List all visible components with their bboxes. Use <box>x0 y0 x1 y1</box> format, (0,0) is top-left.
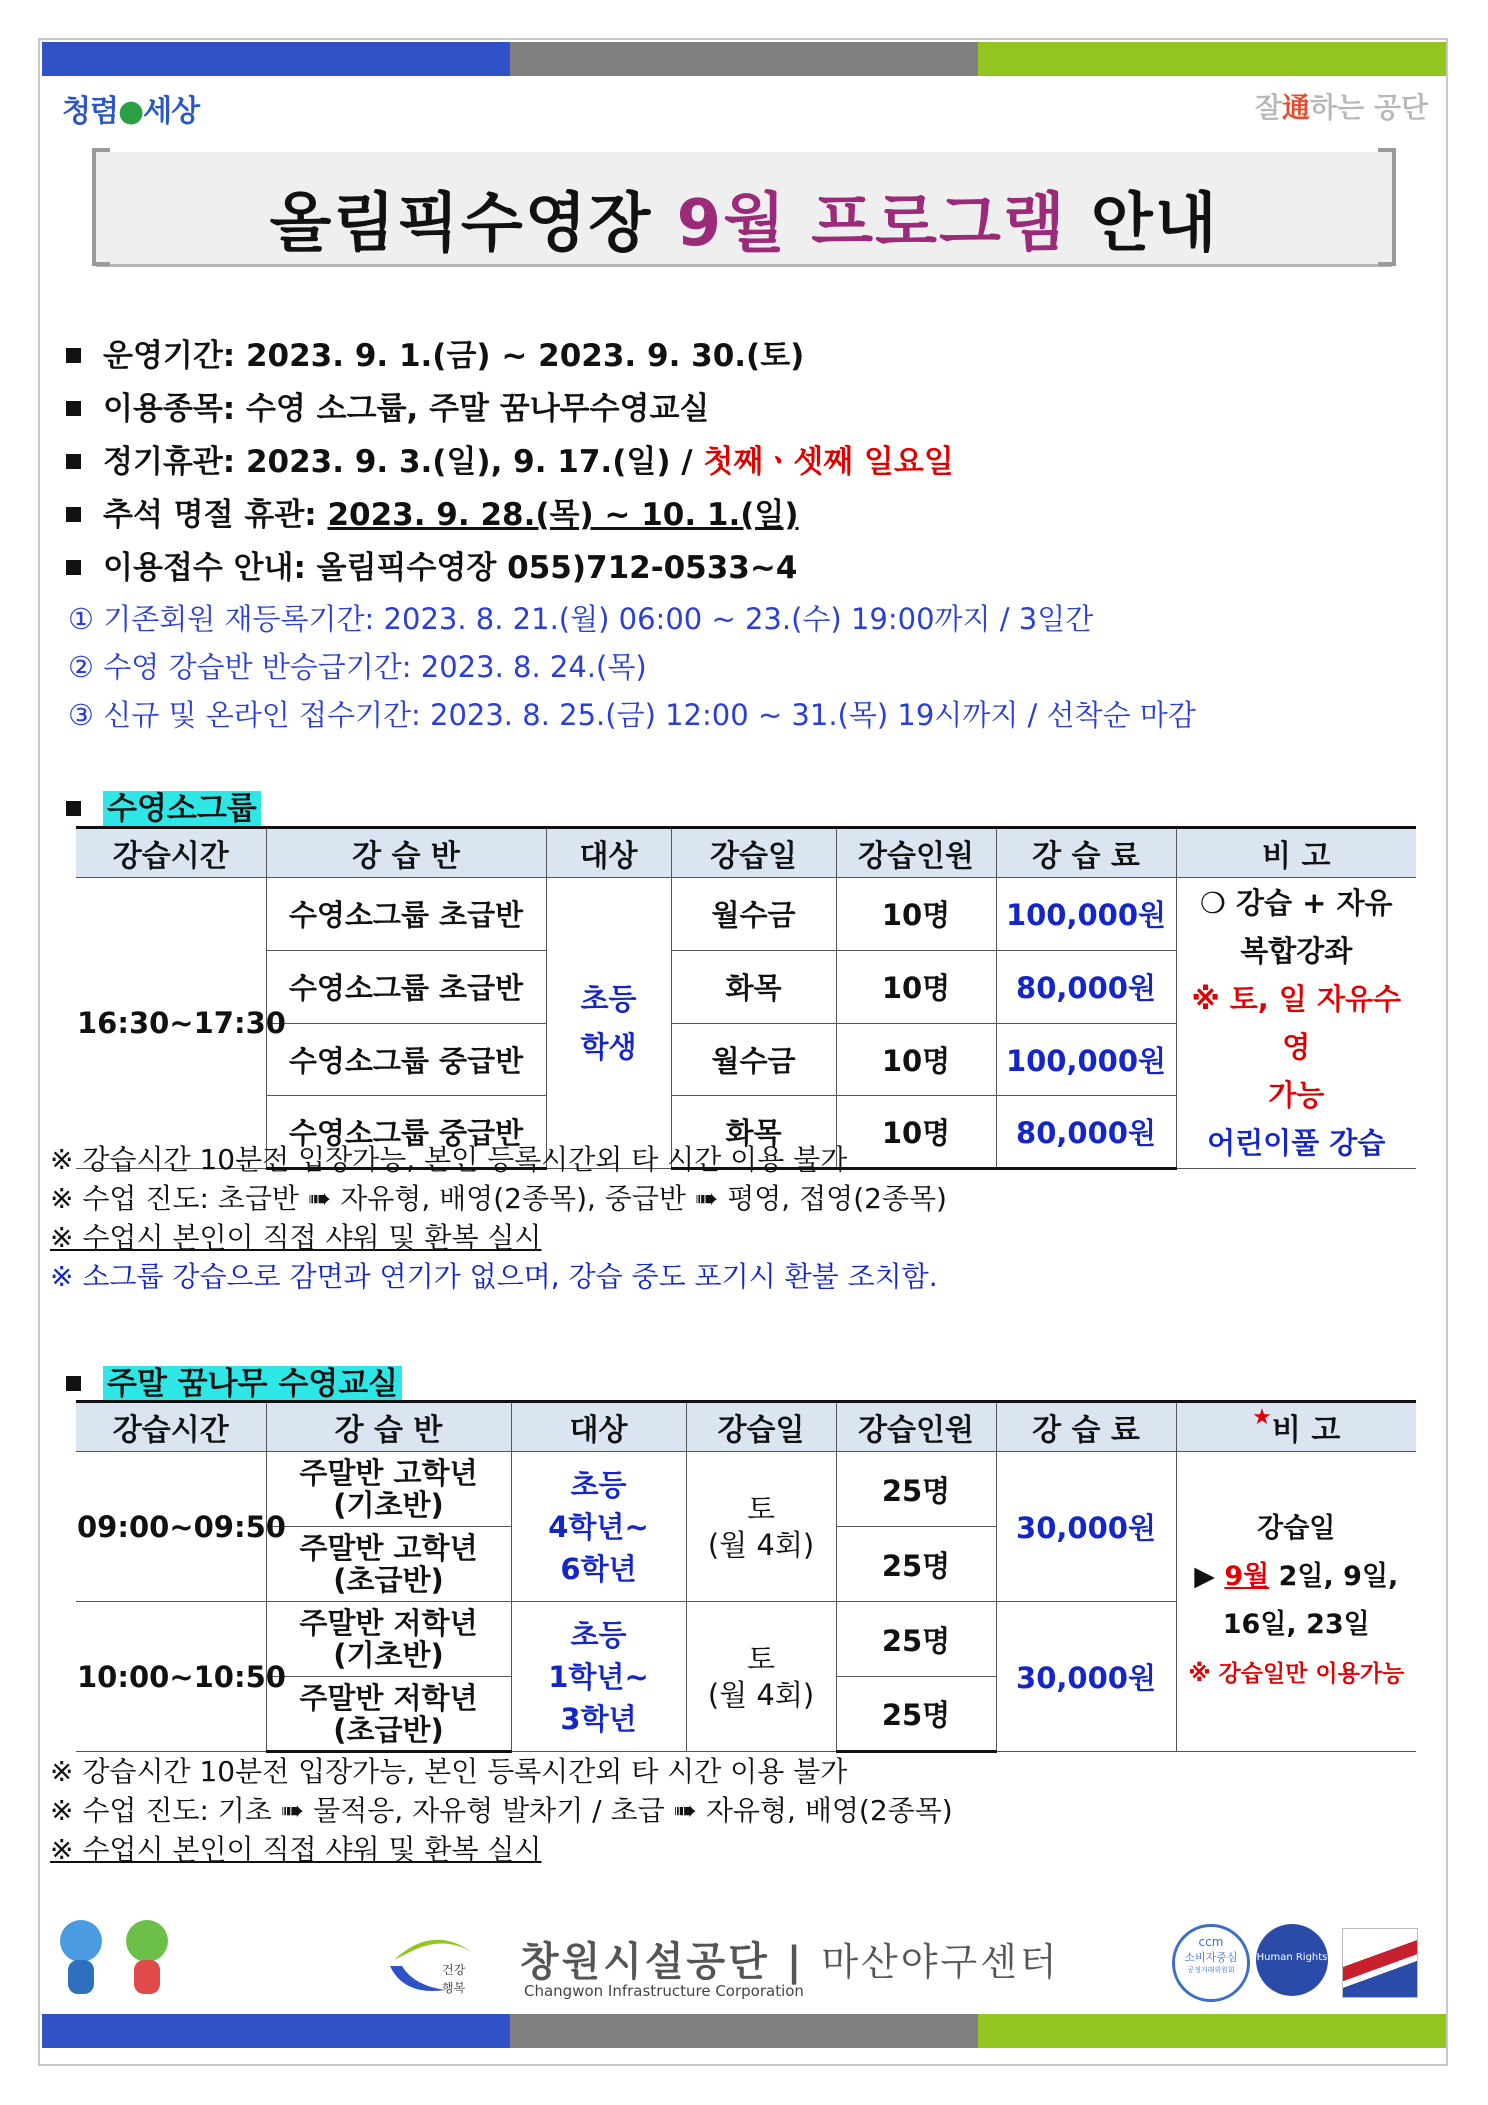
info-sub-new: ③ 신규 및 온라인 접수기간: 2023. 8. 25.(금) 12:00 ~ 31.(목) 19시까지 / 선착순 마감 <box>68 698 1196 732</box>
page-title: 올림픽수영장 9월 프로그램 안내 <box>269 187 1219 261</box>
class-time: 10:00~10:50 <box>76 1602 266 1752</box>
info-sub-renewal: ① 기존회원 재등록기간: 2023. 8. 21.(월) 06:00 ~ 23.(수) 19:00까지 / 3일간 <box>68 602 1094 636</box>
svg-text:건강: 건강 <box>442 1963 466 1977</box>
class-time: 16:30~17:30 <box>76 878 266 1169</box>
mascot-green-icon <box>122 1918 172 1998</box>
class-name: 주말반 저학년 (초급반) <box>266 1677 511 1752</box>
table-row <box>76 878 1416 951</box>
corp-name: 창원시설공단 | 마산야구센터 <box>520 1939 1060 1985</box>
class-fee: 30,000원 <box>996 1452 1176 1602</box>
bottom-color-bar <box>42 2014 1446 2048</box>
col-header: 대상 <box>546 828 671 878</box>
class-name: 수영소그룹 초급반 <box>266 950 546 1023</box>
class-target: 초등 4학년~ 6학년 <box>511 1452 686 1602</box>
class-capacity: 25명 <box>836 1527 996 1602</box>
footer <box>0 1918 1488 2008</box>
corp-english-name: Changwon Infrastructure Corporation <box>524 1982 804 2000</box>
col-header: 강습일 <box>671 828 836 878</box>
class-days: 월수금 <box>671 878 836 951</box>
class-capacity: 25명 <box>836 1677 996 1752</box>
col-header: 강습시간 <box>76 1402 266 1452</box>
class-capacity: 25명 <box>836 1602 996 1677</box>
class-capacity: 10명 <box>836 1096 996 1169</box>
clean-world-logo: 청렴●세상 <box>62 94 200 129</box>
class-name: 주말반 고학년 (기초반) <box>266 1452 511 1527</box>
class-name: 주말반 저학년 (기초반) <box>266 1602 511 1677</box>
note-line: ※ 수업 진도: 기초 ➠ 물적응, 자유형 발차기 / 초급 ➠ 자유형, 배영(2종목) <box>50 1794 953 1827</box>
table-header-row <box>76 1402 1416 1452</box>
class-days: 화목 <box>671 950 836 1023</box>
class-capacity: 10명 <box>836 1023 996 1096</box>
class-note: ❍ 강습 + 자유 복합강좌 ※ 토, 일 자유수영 가능 어린이풀 강습 <box>1176 878 1416 1169</box>
col-header: 강 습 료 <box>996 1402 1176 1452</box>
class-target: 초등 1학년~ 3학년 <box>511 1602 686 1752</box>
weekend-notes <box>50 1752 953 1869</box>
svg-text:행복: 행복 <box>442 1981 466 1995</box>
group-section-title: 수영소그룹 <box>60 783 261 828</box>
note-line: ※ 강습시간 10분전 입장가능, 본인 등록시간외 타 시간 이용 불가 <box>50 1755 848 1788</box>
class-days: 월수금 <box>671 1023 836 1096</box>
info-program: 이용종목: 수영 소그룹, 주말 꿈나무수영교실 <box>60 383 1440 436</box>
mascot-blue-icon <box>56 1918 106 1998</box>
class-name: 주말반 고학년 (초급반) <box>266 1527 511 1602</box>
certification-mark-icon <box>1342 1928 1418 1998</box>
info-sub-promotion: ② 수영 강습반 반승급기간: 2023. 8. 24.(목) <box>68 650 647 684</box>
weekend-table <box>76 1400 1416 1753</box>
table-row <box>76 1452 1416 1527</box>
info-contact: 이용접수 안내: 올림픽수영장 055)712-0533~4 <box>60 542 1440 595</box>
weekend-section-title: 주말 꿈나무 수영교실 <box>60 1358 402 1403</box>
col-header: 강습인원 <box>836 828 996 878</box>
human-rights-badge-icon: Human Rights <box>1256 1924 1328 1996</box>
col-header: 대상 <box>511 1402 686 1452</box>
col-header: 강습인원 <box>836 1402 996 1452</box>
class-fee: 80,000원 <box>996 1096 1176 1169</box>
info-section <box>60 330 1440 739</box>
class-name: 수영소그룹 초급반 <box>266 878 546 951</box>
class-fee: 100,000원 <box>996 878 1176 951</box>
class-note: 강습일 ▶ 9월 2일, 9일, 16일, 23일 ※ 강습일만 이용가능 <box>1176 1452 1416 1752</box>
info-closed: 정기휴관: 2023. 9. 3.(일), 9. 17.(일) / 첫째ㆍ셋째 일요일 <box>60 436 1440 489</box>
col-header: 비 고 <box>1176 828 1416 878</box>
col-header: 강습일 <box>686 1402 836 1452</box>
communication-logo: 잘通하는 공단 <box>1254 91 1428 124</box>
col-header: 강 습 반 <box>266 1402 511 1452</box>
group-notes <box>50 1140 947 1296</box>
class-name: 수영소그룹 중급반 <box>266 1023 546 1096</box>
col-header: 강 습 료 <box>996 828 1176 878</box>
top-color-bar <box>42 42 1446 76</box>
note-line: ※ 소그룹 강습으로 감면과 연기가 없으며, 강습 중도 포기시 환불 조치함. <box>50 1260 938 1293</box>
class-fee: 80,000원 <box>996 950 1176 1023</box>
class-fee: 100,000원 <box>996 1023 1176 1096</box>
col-header: 강 습 반 <box>266 828 546 878</box>
col-header: 강습시간 <box>76 828 266 878</box>
class-target: 초등 학생 <box>546 878 671 1169</box>
table-header-row <box>76 828 1416 878</box>
class-fee: 30,000원 <box>996 1602 1176 1752</box>
note-line: ※ 수업시 본인이 직접 샤워 및 환복 실시 <box>50 1221 542 1254</box>
info-period: 운영기간: 2023. 9. 1.(금) ~ 2023. 9. 30.(토) <box>60 330 1440 383</box>
note-line: ※ 강습시간 10분전 입장가능, 본인 등록시간외 타 시간 이용 불가 <box>50 1143 848 1176</box>
class-days: 토 (월 4회) <box>686 1452 836 1602</box>
corp-logo-icon <box>384 1930 480 1998</box>
title-box <box>96 152 1392 264</box>
class-time: 09:00~09:50 <box>76 1452 266 1602</box>
class-days: 화목 <box>671 1096 836 1169</box>
note-line: ※ 수업 진도: 초급반 ➠ 자유형, 배영(2종목), 중급반 ➠ 평영, 접영(2종목) <box>50 1182 947 1215</box>
class-capacity: 25명 <box>836 1452 996 1527</box>
class-days: 토 (월 4회) <box>686 1602 836 1752</box>
col-header: ★비 고 <box>1176 1402 1416 1452</box>
info-holiday: 추석 명절 휴관: 2023. 9. 28.(목) ~ 10. 1.(일) <box>60 489 1440 542</box>
class-name: 수영소그룹 중급반 <box>266 1096 546 1169</box>
class-capacity: 10명 <box>836 878 996 951</box>
ccm-badge-icon: ccm 소비자중심 공정거래위원회 <box>1172 1924 1250 2002</box>
note-line: ※ 수업시 본인이 직접 샤워 및 환복 실시 <box>50 1833 542 1866</box>
group-table <box>76 826 1416 1170</box>
class-capacity: 10명 <box>836 950 996 1023</box>
